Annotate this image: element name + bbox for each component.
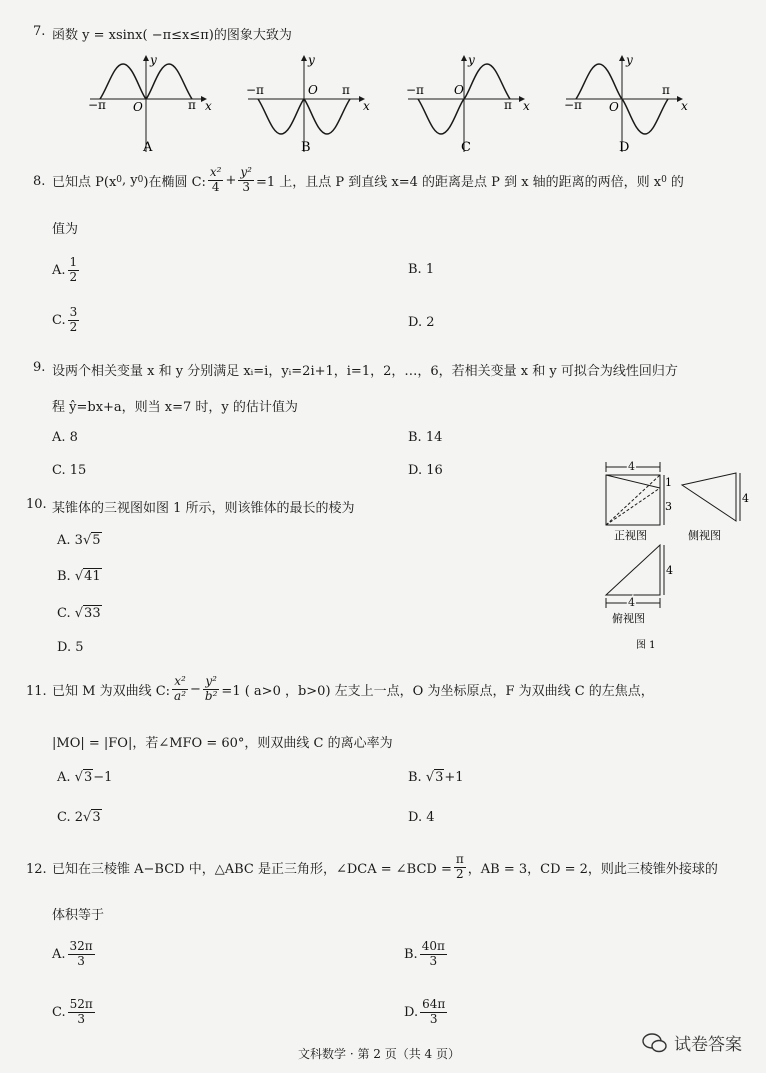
graph-c (406, 53, 530, 155)
q12-number: 12. (26, 862, 47, 877)
q12-option-d: D. $\frac{64\pi}{3}$ (404, 997, 446, 1026)
q9-line1: 设两个相关变量 x 和 y 分别满足 xᵢ=i，yᵢ=2i+1，i=1，2，…，6，若相关变量 x 和 y 可拟合为线性回归方 (52, 364, 678, 379)
svg-text:4: 4 (742, 492, 749, 505)
svg-text:y: y (626, 53, 633, 67)
q8-stem: 已知点 P(x 0 , y 0 )在椭圆 C: $\frac{\text{x²}}{4}$ + $\frac{\text{y²}}{3}$ =1 上，且点 P 到直线 x=4 的距离是点 P 到 x 轴的距离的两倍，则 x 0 的 (52, 165, 684, 194)
svg-text:x: x (681, 99, 688, 113)
svg-text:4: 4 (628, 460, 635, 473)
q11-option-c: C. 2√3 (57, 810, 101, 825)
svg-text:O: O (609, 100, 619, 114)
q11-option-d: D. 4 (408, 810, 435, 825)
q8-option-a: A. $\frac{1}{2}$ (52, 255, 78, 284)
q10-option-b: B. √41 (57, 569, 101, 584)
wechat-icon (642, 1032, 668, 1054)
q7-number: 7. (33, 24, 46, 39)
svg-text:−π: −π (246, 83, 264, 97)
q8-option-b: B. 1 (408, 262, 435, 277)
q9-number: 9. (33, 360, 46, 375)
svg-text:y: y (308, 53, 315, 67)
graph-a-left: −π (88, 98, 106, 112)
q11-line2: |MO| = |FO|，若∠MFO = 60°，则双曲线 C 的离心率为 (52, 736, 393, 751)
svg-text:−π: −π (406, 83, 424, 97)
graph-d-label: D (619, 140, 630, 155)
front-view-label: 正视图 (614, 529, 647, 542)
svg-text:x: x (363, 99, 370, 113)
q9-option-d: D. 16 (408, 463, 443, 478)
q11-option-a: A. √3−1 (57, 770, 113, 785)
top-view-label: 俯视图 (612, 612, 645, 625)
svg-text:π: π (504, 98, 512, 112)
figure-caption: 图 1 (636, 640, 656, 651)
graph-a-right: π (188, 98, 196, 112)
q11-stem: 已知 M 为双曲线 C: $\frac{\text{x²}}{\text{a²}}$ − $\frac{\text{y²}}{\text{b²}}$ =1 ( a>0 ，b>0) 左支上一点，O 为坐标原点，F 为双曲线 C 的左焦点， (52, 674, 654, 703)
q10-stem: 某锥体的三视图如图 1 所示，则该锥体的最长的棱为 (52, 501, 355, 516)
q9-option-c: C. 15 (52, 463, 87, 478)
q8-option-d: D. 2 (408, 315, 435, 330)
q10-figure (598, 458, 758, 653)
q9-option-b: B. 14 (408, 430, 443, 445)
q8-line2: 值为 (52, 222, 79, 237)
side-view-label: 侧视图 (688, 529, 721, 542)
q10-number: 10. (26, 497, 47, 512)
watermark: 试卷答案 (642, 1030, 742, 1055)
page-footer: 文科数学 · 第 2 页（共 4 页） (298, 1047, 460, 1061)
q9-option-a: A. 8 (52, 430, 78, 445)
graph-d (564, 53, 688, 155)
svg-text:O: O (308, 83, 318, 97)
q11-number: 11. (26, 684, 47, 699)
svg-text:y: y (468, 53, 475, 67)
svg-text:y: y (150, 53, 157, 67)
graph-b (246, 53, 370, 155)
q12-option-b: B. $\frac{40\pi}{3}$ (404, 939, 445, 968)
svg-text:x: x (523, 99, 530, 113)
q12-option-c: C. $\frac{52\pi}{3}$ (52, 997, 93, 1026)
svg-text:π: π (662, 83, 670, 97)
q10-option-d: D. 5 (57, 640, 84, 655)
q7-stem: 函数 y = xsinx( −π≤x≤π)的图象大致为 (52, 28, 292, 43)
q10-option-c: C. √33 (57, 606, 101, 621)
q7-graphs (88, 52, 708, 157)
q12-line2: 体积等于 (52, 908, 105, 923)
graph-c-label: C (461, 140, 471, 155)
svg-text:−π: −π (564, 98, 582, 112)
q10-option-a: A. 3√5 (57, 533, 101, 548)
q12-stem: 已知在三棱锥 A−BCD 中，△ABC 是正三角形，∠DCA = ∠BCD = $\frac{\pi}{2}$ ，AB = 3，CD = 2，则此三棱锥外接球的 (52, 852, 718, 881)
svg-text:O: O (454, 83, 464, 97)
q8-option-c: C. $\frac{3}{2}$ (52, 305, 78, 334)
graph-a-origin: O (133, 100, 143, 114)
svg-text:x: x (205, 99, 212, 113)
q12-option-a: A. $\frac{32\pi}{3}$ (52, 939, 93, 968)
graph-a (88, 53, 212, 155)
q9-line2: 程 ŷ=bx+a，则当 x=7 时，y 的估计值为 (52, 400, 298, 415)
svg-text:1: 1 (665, 476, 672, 489)
q8-number: 8. (33, 174, 46, 189)
svg-text:4: 4 (666, 564, 673, 577)
svg-text:π: π (342, 83, 350, 97)
svg-text:4: 4 (628, 596, 635, 609)
svg-text:3: 3 (665, 500, 672, 513)
q11-option-b: B. √3+1 (408, 770, 464, 785)
graph-a-label: A (143, 140, 153, 155)
graph-b-label: B (301, 140, 311, 155)
